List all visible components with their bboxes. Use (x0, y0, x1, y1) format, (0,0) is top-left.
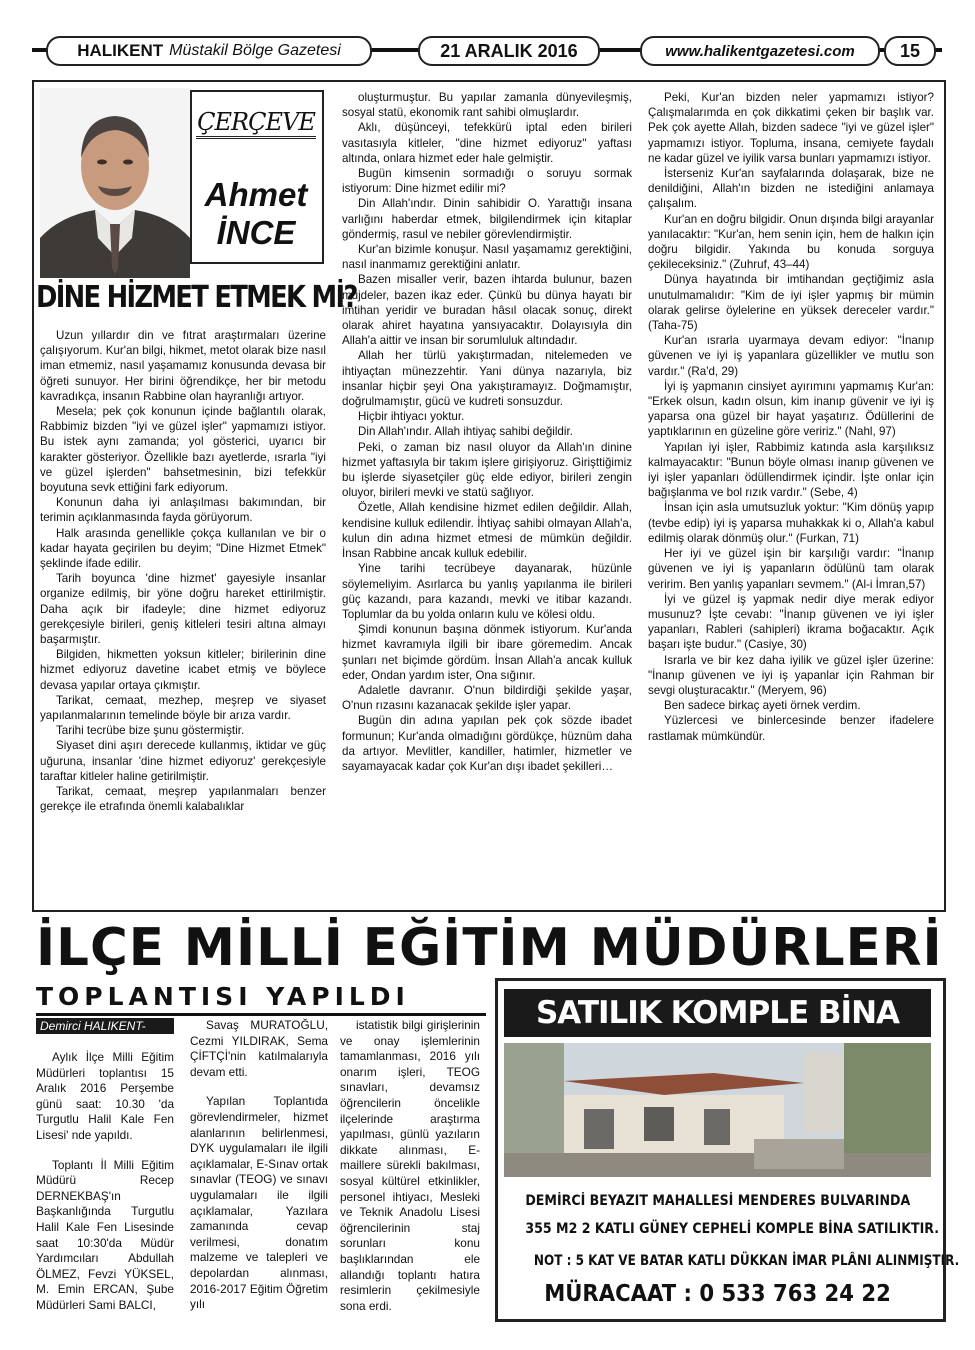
ad-house-photo (504, 1043, 931, 1177)
paper-name: HALIKENT (77, 41, 164, 60)
article-column-1 (40, 328, 326, 904)
article-col2-paragraph: Kur'an bizimle konuşur. Nasıl yaşamamız gerektiğini, nasıl inanmamız gerektiğini anlatır. (342, 243, 632, 272)
article-col1-paragraph: Bilgiden, hikmetten yoksun kitleler; birilerinin dine hizmet ediyoruz davetine icabet etmiş ve böylece devasa yapılar ortaya çıkmıştır. (40, 648, 326, 692)
issue-date: 21 ARALIK 2016 (440, 40, 578, 61)
page-number-pill (884, 36, 936, 66)
article-col1-paragraph: Mesela; pek çok konunun içinde bağlantılı olarak, Rabbimiz bizden "iyi ve güzel işler" yapmamızı istiyor. Bu istek aynı zamanda; yol gösterici, uyarıcı bir karakter gösteriyor. Özellikle bazı ayetlerde, ısrarla "iyi ve güzel işlerden" bahsetmesinin, bizi tefekkür boyutuna sevk ettiğini fark ediyorum. (40, 405, 326, 495)
ad-contact: MÜRACAAT : 0 533 763 24 22 (544, 1281, 891, 1307)
news-column-1 (36, 1050, 174, 1322)
article-col2-paragraph: Din Allah'ındır. Allah ihtiyaç sahibi değildir. (358, 425, 573, 439)
article-col1-paragraph: Tarih boyunca 'dine hizmet' gayesiyle insanlar organize edilmiş, bir yöne doğru hareket ettirilmiştir. Daha açık bir ifadeyle; dine hizmet ediyoruz gerekçesiyle birileri, geniş kitleleri tesiri altına almayı başarmıştır. (40, 572, 326, 647)
article-title: DİNE HİZMET ETMEK Mİ? (36, 280, 357, 315)
article-col2-paragraph: Din Allah'ındır. Dinin sahibidir O. Yarattığı insana varlığını haberdar etmek, bilgilendirmek için kitaplar göndermiş, rasul ve nebiler görevlendirmiştir. (342, 197, 632, 241)
article-col3-paragraph: İyi ve güzel iş yapmak nedir diye merak ediyor musunuz? İşte cevabı: "İnanıp güvenen ve iyi işler yapanları, Rableri (sahipleri) ikrama boğacaktır. Açık başarı işte budur." (Casiye, 30) (648, 592, 934, 652)
article-col2-paragraph: Yine tarihi tecrübeye dayanarak, hüzünle söylemeliyim. Asırlarca bu yanlış yapılanma ile birileri güç kazandı, para kazandı, mevki ve itibar kazandı. Toplumlar da bu yolda onların kulu ve kölesi oldu. (342, 562, 632, 621)
news-col1-paragraph: Toplantı İl Milli Eğitim Müdürü Recep DERNEKBAŞ'ın Başkanlığında Turgutlu Halil Kale Fen Lisesinde saat 10:30'da Müdür Yardımcıları Abdullah ÖLMEZ, Fevzi YÜKSEL, M. Emin ERCAN, Şube Müdürleri Sami BALCI, (36, 1157, 174, 1312)
news-col2-paragraph: Savaş MURATOĞLU, Cezmi YILDIRAK, Sema ÇİFTÇİ'nin katılmalarıyla devam etti. (190, 1018, 328, 1079)
column-header-box (190, 90, 324, 264)
article-col2-paragraph: Bugün din adına yapılan pek çok sözde ibadet formunun; Kur'anda olmadığını gördükçe, hüznüm daha da artıyor. Mevlitler, kandiller, hatimler, hizmetler ve sayamayacak kadar çok Kur'an dışı ibadet şekilleri… (342, 714, 632, 773)
author-photo (40, 88, 190, 278)
ad-line-3: NOT : 5 KAT VE BATAR KATLI DÜKKAN İMAR PLÂNI ALINMIŞTIR. (533, 1253, 960, 1269)
article-col1-paragraph: Tarikat, cemaat, mezhep, meşrep ve siyaset yapılanmalarının temelinde böyle bir arıza vardır. (40, 693, 326, 723)
article-col1-paragraph: Uzun yıllardır din ve fıtrat araştırmaları üzerine çalışıyorum. Kur'an bilgi, hikmet, metot olarak bize nasıl iman etmemiz, nasıl yaşamamız konusunda devasa bir öğreti sunuyor. Her birini öğrendikçe, her bir metodu kavradıkça, insanın Rabbine olan hayranlığı artıyor. (40, 329, 326, 403)
article-col2-paragraph: Allah her türlü yakıştırmadan, nitelemeden ve ihtiyaçtan münezzehtir. Yani dünya nazarıyla, biz insanlar hiçbir şeyi Ona yakıştıramayız. Doğmamıştır, doğrulmamıştır, gücü ve kudreti sonsuzdur. (342, 349, 632, 409)
paper-subtitle: Müstakil Bölge Gazetesi (169, 42, 341, 59)
column-section-name: ÇERÇEVE (196, 108, 316, 139)
article-col1-paragraph: Tarikat, cemaat, meşrep yapılanmaları benzer gerekçe ile etrafında önemli kalabalıklar (40, 785, 326, 814)
website-pill (640, 36, 880, 66)
website-url: www.halikentgazetesi.com (665, 42, 855, 60)
masthead-name-pill (46, 36, 372, 66)
column-author-first: Ahmet (204, 176, 308, 213)
article-column-3 (648, 90, 934, 904)
ad-line-1: DEMİRCİ BEYAZIT MAHALLESİ MENDERES BULVARINDA (525, 1193, 911, 1209)
article-col3-paragraph: Yüzlercesi ve binlercesinde benzer ifadelere rastlamak mümkündür. (648, 714, 934, 743)
house-photo-icon (504, 1043, 931, 1177)
news-col2-paragraph: Yapılan Toplantıda görevlendirmeler, hizmet alanlarının belirlenmesi, DYK uygulamaları ile ilgili açıklamalar, E-Sınav ortak sınavlar (TEOG) ve sınavı uygulamaları ile ilgili açıklamalar, Yazılara zamanında cevap verilmesi, donatım malzeme ve talepleri ve depolardan alınması, 2016-2017 Eğitim Öğretim yılı (190, 1094, 328, 1312)
ad-title: SATILIK KOMPLE BİNA (504, 989, 931, 1037)
news-col3-paragraph: istatistik bilgi girişlerinin ve onay işlemlerinin tamamlanması, 2016 yılı onarım işleri, TEOG sınavları, devamsız öğrencilerin öncelikle ilçelerinde araştırma yapılması, günlü yazıların dikkate alınması, E-maillere sürekli bakılması, sosyal kültürel etkinlikler, personel ihtiyacı, Mesleki ve Teknik Anadolu Lisesi öğrencilerinin staj sorunları konu başlıklarından ele allandığı toplantı hatıra resimlerin çekilmesiyle sona erdi. (340, 1018, 480, 1313)
article-col2-paragraph: Bazen misaller verir, bazen ihtarda bulunur, bazen müjdeler, bazen ikaz eder. Çünkü bu dünya hayatı bir imtihan yeridir ve buradan hâsıl olacak sonuç, direkt olarak ahiret hayatına yansıyacaktır. Dolayısıyla din Allah'a aittir ve insan bir sorumluluk altındadır. (342, 273, 632, 348)
article-col3-paragraph: İyi iş yapmanın cinsiyet ayırımını yapmamış Kur'an: "Erkek olsun, kadın olsun, kim inanıp güvenir ve iyi iş yaparsa ona güzel bir hayat yaşatırız. Ödüllerini de yaptıklarının en güzeline göre veririz." (Nahl, 97) (648, 379, 934, 439)
article-col3-paragraph: İsterseniz Kur'an sayfalarında dolaşarak, bize ne denildiğini, Allah'ın bizden ne istediğini anlamaya çalışalım. (648, 167, 934, 211)
news-byline: Demirci HALIKENT- (36, 1018, 174, 1034)
article-col1-paragraph: Halk arasında genellikle çokça kullanılan ve bir o kadar hayata geçirilen bu deyim; "Dine Hizmet Etmek" şeklinde ifade edilir. (40, 526, 326, 571)
article-col3-paragraph: Yapılan iyi işler, Rabbimiz katında asla karşılıksız kalmayacaktır: "Bunun böyle olması inanıp güvenen ve iyi işler yapanları ödüllendirmek içindir. İşte onlar için bağışlanma ve bol rızık vardır." (Sebe, 4) (648, 440, 934, 500)
article-col2-paragraph: Şimdi konunun başına dönmek istiyorum. Kur'anda hizmet kavramıyla ilgili bir ibare göremedim. Ancak şunları net biçimde gördüm. İnsan Allah'a ancak kulluk eder, Ondan yardım ister, Ona sığınır. (342, 623, 632, 682)
article-column-2 (342, 90, 632, 904)
article-col2-paragraph: Peki, o zaman biz nasıl oluyor da Allah'ın dinine hizmet yaftasıyla bir takım işlere girişiyoruz. Girişttiğimiz bu işlerde siyasetçiler güç elde ediyor, birileri zengin oluyor, birileri mevki ve statü sağlıyor. (342, 440, 632, 500)
news-subheadline: TOPLANTISI YAPILDI (36, 982, 410, 1011)
issue-date-pill (418, 36, 600, 66)
author-portrait-icon (40, 88, 190, 278)
article-col3-paragraph: İnsan için asla umutsuzluk yoktur: "Kim dönüş yapıp (tevbe edip) iyi iş yaparsa muhakkak ki o, Allah'a kabul edilmiş olarak dönmüş olur." (Furkan, 71) (648, 501, 934, 545)
article-col2-paragraph: Adaletle davranır. O'nun bildirdiği şekilde yaşar, O'nun rızasını kazanacak şekilde işler yapar. (342, 683, 632, 713)
news-headline: İLÇE MİLLİ EĞİTİM MÜDÜRLERİ (36, 918, 943, 978)
column-author-last: İNCE (216, 214, 296, 251)
news-column-3 (340, 1018, 480, 1322)
article-col2-paragraph: Aklı, düşünceyi, tefekkürü iptal eden birileri vasıtasıyla kitleler, "dine hizmet ediyoruz" yaftası altında, onlara hizmet eder hale gelmiştir. (342, 121, 632, 165)
article-col2-paragraph: Bugün kimsenin sormadığı o soruyu sormak istiyorum: Dine hizmet edilir mi? (342, 167, 632, 196)
news-rule (36, 1013, 486, 1016)
article-col1-paragraph: Tarihi tecrübe bize şunu göstermiştir. (56, 724, 245, 738)
news-column-2 (190, 1018, 328, 1322)
article-col3-paragraph: Israrla ve bir kez daha iyilik ve güzel işler üzerine: "İnanıp güvenen ve iyi iş yapanlar için Rahman bir sevgi oluşturacaktır." (Meryem, 96) (648, 653, 934, 697)
article-col1-paragraph: Konunun daha iyi anlaşılması bakımından, bir terimin açıklanmasında fayda görüyorum. (40, 496, 326, 525)
article-col3-paragraph: Kur'an ısrarla uyarmaya devam ediyor: "İnanıp güvenen ve iyi iş yapanlara güzellikler ve mutlu son vardır." (Ra'd, 29) (648, 334, 934, 378)
article-col3-paragraph: Peki, Kur'an bizden neler yapmamızı istiyor? Çalışmalarımda en çok dikkatimi çeken bir başlık var. Pek çok ayette Allah, bizden sadece "iyi ve güzel işler" yapmamızı istiyor. Topluma, insana, cemiyete faydalı ne kadar güzel ve iyilik varsa bunları yapmamızı istiyor. (648, 91, 934, 165)
news-col1-paragraph: Aylık İlçe Milli Eğitim Müdürleri toplantısı 15 Aralık 2016 Perşembe günü saat: 10.30 'da Turgutlu Halil Kale Fen Lisesi' nde yapıldı. (36, 1050, 174, 1142)
ad-line-2: 355 M2 2 KATLI GÜNEY CEPHELİ KOMPLE BİNA SATILIKTIR. (525, 1221, 939, 1237)
article-col1-paragraph: Siyaset dini aşırı derecede kullanmış, iktidar ve güç uğuruna, insanlar 'dine hizmet ediyoruz' gerekçesiyle taraftar kitleler haline getirilmiştir. (40, 739, 326, 783)
article-col2-paragraph: Hiçbir ihtiyacı yoktur. (358, 410, 465, 424)
article-col3-paragraph: Kur'an en doğru bilgidir. Onun dışında bilgi arayanlar yanılacaktır: "Kur'an, hem senin için, hem de halkın için doğru bilgidir. Yakında bu konuda sorguya çekileceksiniz." (Zuhruf, 43–44) (648, 212, 934, 272)
article-col2-paragraph: Özetle, Allah kendisine hizmet edilen değildir. Allah, kendisine kulluk edilendir. İhtiyaç sahibi olmayan Allah'a, kulun din adına hizmet etmesi de mümkün değildir. İnsan Rabbine ancak kulluk edebilir. (342, 501, 632, 561)
property-ad (495, 978, 960, 1322)
article-col3-paragraph: Ben sadece birkaç ayeti örnek verdim. (664, 699, 861, 713)
page-number: 15 (899, 40, 921, 61)
article-col3-paragraph: Dünya hayatında bir imtihandan geçtiğimiz asla unutulmamalıdır: "Kim de iyi işler yapmış bir mümin olarak gelirse öylelerine en yüksek dereceler vardır." (Taha-75) (648, 273, 934, 333)
article-col2-paragraph: oluşturmuştur. Bu yapılar zamanla dünyevileşmiş, sosyal statü, ekonomik rant sahibi olmuşlardır. (342, 91, 632, 120)
article-col3-paragraph: Her iyi ve güzel işin bir karşılığı vardır: "İnanıp güvenen ve iyi iş yapanların ödülünü tam olarak veririm. Ben yanlış yapanları sevmem." (Al-i İmran,57) (648, 547, 934, 591)
